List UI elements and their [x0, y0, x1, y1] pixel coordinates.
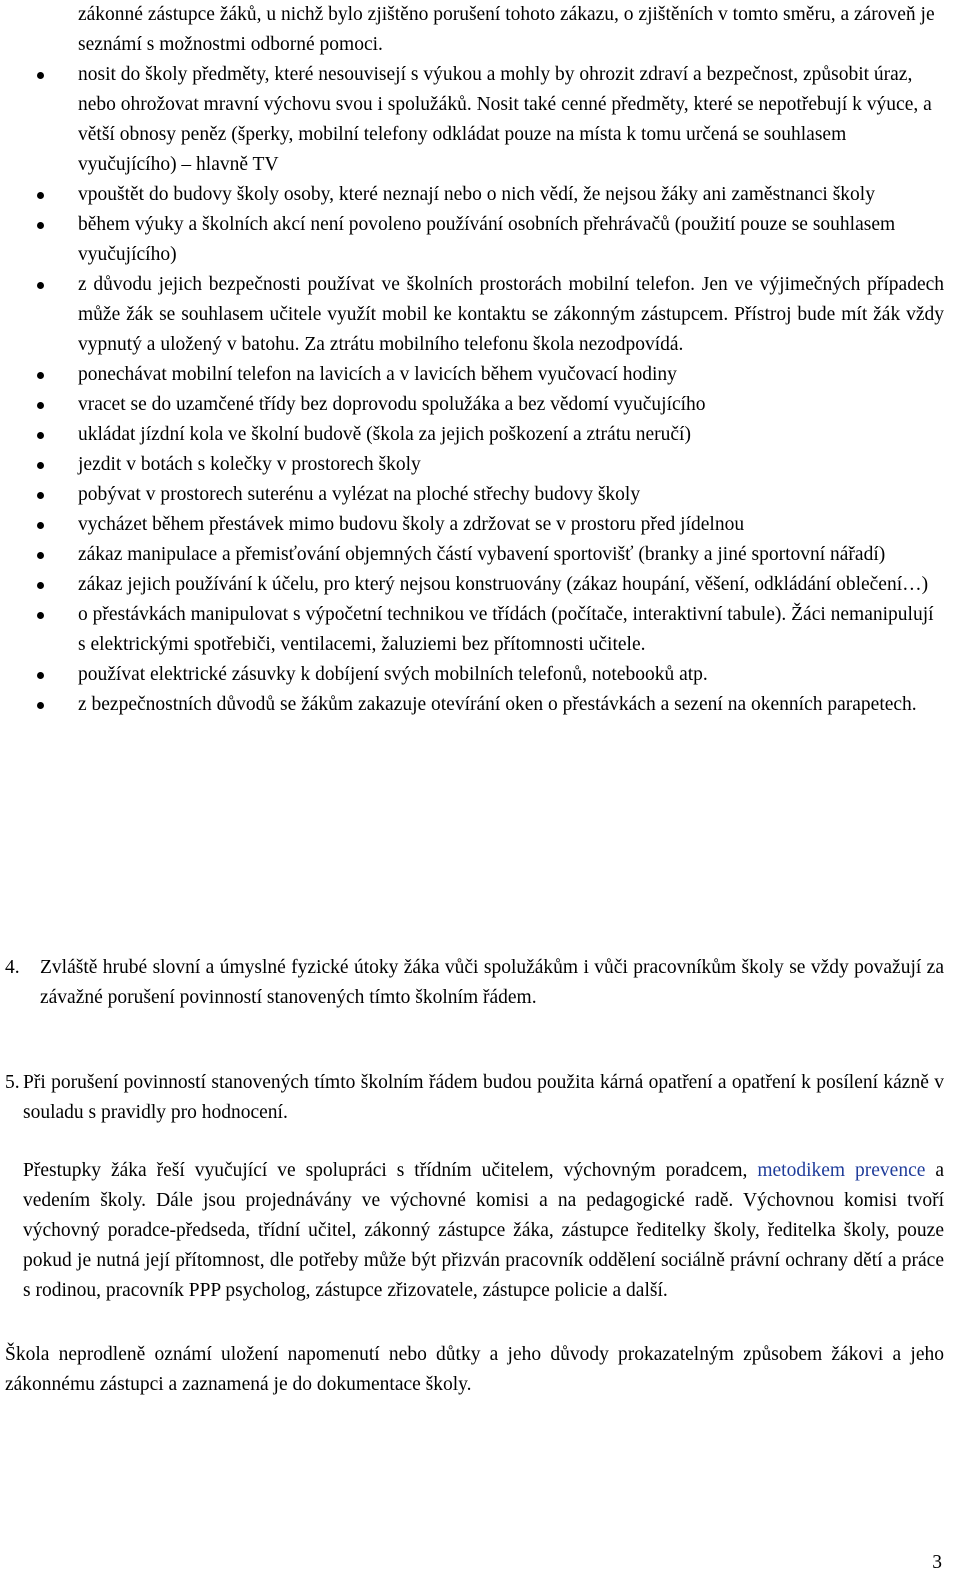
list-item-text: používat elektrické zásuvky k dobíjení svých mobilních telefonů, notebooků atp.: [78, 664, 708, 685]
list-item-text: vycházet během přestávek mimo budovu školy a zdržovat se v prostoru před jídelnou: [78, 514, 745, 535]
bullet-icon: [37, 672, 44, 679]
numbered-item-5: [0, 1068, 960, 1128]
prohibited-activities-list: [0, 0, 960, 720]
intro-text: zákonné zástupce žáků, u nichž bylo zjištěno porušení tohoto zákazu, o zjištěních v tomto směru, a zároveň je seznámí s možnostmi odborné pomoci.: [78, 4, 935, 55]
bullet-icon: [37, 462, 44, 469]
metodik-prevence-link[interactable]: metodikem prevence: [757, 1160, 926, 1181]
list-item: [0, 420, 960, 450]
bullet-icon: [37, 552, 44, 559]
bullet-icon: [37, 492, 44, 499]
bullet-icon: [37, 432, 44, 439]
list-item: [0, 360, 960, 390]
item-number: 4.: [5, 957, 20, 978]
item-text: Při porušení povinností stanovených tímto školním řádem budou použita kárná opatření a opatření k posílení kázně v souladu s pravidly pro hodnocení.: [23, 1072, 944, 1123]
item-number: 5.: [5, 1072, 20, 1093]
list-item: [0, 390, 960, 420]
bullet-icon: [37, 702, 44, 709]
list-item: [0, 540, 960, 570]
list-item: [0, 450, 960, 480]
list-item-text: z bezpečnostních důvodů se žákům zakazuje otevírání oken o přestávkách a sezení na okenních parapetech.: [78, 694, 917, 715]
paragraph-text: Škola neprodleně oznámí uložení napomenutí nebo důtky a jeho důvody prokazatelným způsobem žákovi a jeho zákonnému zástupci a zaznamená je do dokumentace školy.: [5, 1344, 944, 1395]
bullet-icon: [37, 222, 44, 229]
bullet-icon: [37, 612, 44, 619]
list-item: [0, 180, 960, 210]
list-item: [0, 570, 960, 600]
list-item-text: zákaz jejich používání k účelu, pro který nejsou konstruovány (zákaz houpání, věšení, odkládání oblečení…): [78, 574, 929, 595]
list-item-text: pobývat v prostorech suterénu a vylézat na ploché střechy budovy školy: [78, 484, 641, 505]
list-item: [0, 600, 960, 660]
list-item-text: ukládat jízdní kola ve školní budově (škola za jejich poškození a ztrátu neručí): [78, 424, 691, 445]
paragraph-offenses: [23, 1156, 944, 1306]
list-item: [0, 60, 960, 180]
list-item: [0, 270, 960, 360]
bullet-icon: [37, 522, 44, 529]
bullet-icon: [37, 582, 44, 589]
list-item: [0, 690, 960, 720]
list-item-text: jezdit v botách s kolečky v prostorech školy: [78, 454, 421, 475]
list-item-text: zákaz manipulace a přemisťování objemných částí vybavení sportovišť (branky a jiné sportovní nářadí): [78, 544, 886, 565]
list-item-text: vpouštět do budovy školy osoby, které neznají nebo o nich vědí, že nejsou žáky ani zaměstnanci školy: [78, 184, 875, 205]
list-item: [0, 660, 960, 690]
bullet-icon: [37, 372, 44, 379]
list-item-text: vracet se do uzamčené třídy bez doprovodu spolužáka a bez vědomí vyučujícího: [78, 394, 706, 415]
list-item-text: z důvodu jejich bezpečnosti používat ve školních prostorách mobilní telefon. Jen ve výjimečných případech může žák se souhlasem učitele využít mobil ke kontaktu se zákonným zástupcem. Přístroj bude mít žák vždy vypnutý a uložený v batohu. Za ztrátu mobilního telefonu škola nezodpovídá.: [78, 274, 944, 355]
list-item-text: ponechávat mobilní telefon na lavicích a v lavicích během vyučovací hodiny: [78, 364, 677, 385]
paragraph-notification: [5, 1340, 944, 1400]
list-item-text: o přestávkách manipulovat s výpočetní technikou ve třídách (počítače, interaktivní tabule). Žáci nemanipulují s elektrickými spotřebiči, ventilacemi, žaluziemi bez přítomnosti učitele.: [78, 604, 934, 655]
bullet-icon: [37, 402, 44, 409]
list-item-text: během výuky a školních akcí není povoleno používání osobních přehrávačů (použití pouze se souhlasem vyučujícího): [78, 214, 896, 265]
numbered-item-4: [0, 953, 960, 1013]
list-item: [0, 210, 960, 270]
intro-continuation: [0, 0, 960, 60]
paragraph-text-end: a vedením školy. Dále jsou projednávány ve výchovné komisi a na pedagogické radě. Výchovnou komisi tvoří výchovný poradce-předseda, třídní učitel, zákonný zástupce žáka, zástupce ředitelky školy, ředitelka školy, pouze pokud je nutná její přítomnost, dle potřeby může být přizván pracovník oddělení sociálně právní ochrany dětí a práce s rodinou, pracovník PPP psycholog, zástupce zřizovatele, zástupce policie a další.: [23, 1160, 944, 1301]
list-item: [0, 510, 960, 540]
bullet-icon: [37, 192, 44, 199]
list-item: [0, 480, 960, 510]
bullet-icon: [37, 72, 44, 79]
item-text: Zvláště hrubé slovní a úmyslné fyzické útoky žáka vůči spolužákům i vůči pracovníkům školy se vždy považují za závažné porušení povinností stanovených tímto školním řádem.: [40, 957, 944, 1008]
bullet-icon: [37, 282, 44, 289]
list-item-text: nosit do školy předměty, které nesouvisejí s výukou a mohly by ohrozit zdraví a bezpečnost, způsobit úraz, nebo ohrožovat mravní výchovu svou i spolužáků. Nosit také cenné předměty, které se nepotřebují k výuce, a větší obnosy peněz (šperky, mobilní telefony odkládat pouze na místa k tomu určená se souhlasem vyučujícího) – hlavně TV: [78, 64, 932, 175]
page-number: 3: [932, 1552, 942, 1573]
paragraph-text-start: Přestupky žáka řeší vyučující ve spolupráci s třídním učitelem, výchovným poradcem,: [23, 1160, 758, 1181]
